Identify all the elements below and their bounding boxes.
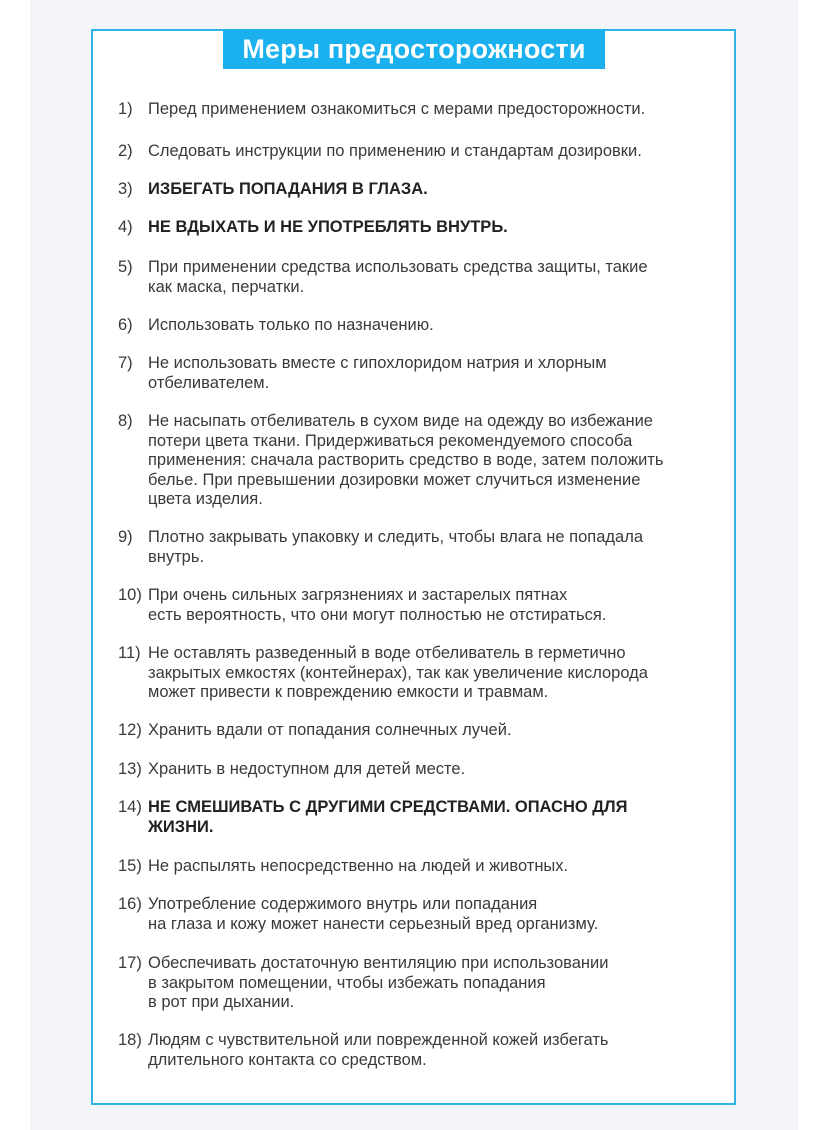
list-item <box>118 857 718 877</box>
item-text-line: белье. При превышении дозировки может случиться изменение <box>148 470 641 489</box>
list-item <box>118 316 718 336</box>
item-text-line: ЖИЗНИ. <box>148 817 214 836</box>
list-item <box>118 100 718 120</box>
item-text-line: При очень сильных загрязнениях и застарелых пятнах <box>148 586 568 604</box>
item-number: 6) <box>118 316 133 334</box>
item-number: 1) <box>118 100 133 118</box>
list-item <box>118 258 718 297</box>
list-item <box>118 895 718 934</box>
item-number: 14) <box>118 798 142 816</box>
item-text-line: может привести к повреждению емкости и травмам. <box>148 683 549 701</box>
item-text <box>148 354 718 393</box>
item-number: 12) <box>118 721 142 739</box>
item-text-line: Не распылять непосредственно на людей и животных. <box>148 857 569 875</box>
item-number: 3) <box>118 180 133 198</box>
item-text-line: есть вероятность, что они могут полностью не отстираться. <box>148 605 607 624</box>
item-text <box>148 142 718 162</box>
item-text-line: закрытых емкостях (контейнерах), так как увеличение кислорода <box>148 663 648 682</box>
list-item <box>118 354 718 393</box>
item-text <box>148 857 718 877</box>
item-text <box>148 218 718 238</box>
item-text-line: в рот при дыхании. <box>148 993 295 1011</box>
item-text-line: ИЗБЕГАТЬ ПОПАДАНИЯ В ГЛАЗА. <box>148 180 428 198</box>
item-number: 10) <box>118 586 142 604</box>
item-number: 17) <box>118 954 142 972</box>
item-number: 7) <box>118 354 133 372</box>
list-item <box>118 218 718 238</box>
item-text-line: применения: сначала растворить средство в воде, затем положить <box>148 451 664 469</box>
item-number: 9) <box>118 528 133 546</box>
item-number: 2) <box>118 142 133 160</box>
list-item <box>118 528 718 567</box>
item-number: 15) <box>118 857 142 875</box>
item-text-line: Перед применением ознакомиться с мерами предосторожности. <box>148 100 646 118</box>
item-text-line: Не использовать вместе с гипохлоридом натрия и хлорным <box>148 354 607 372</box>
list-item <box>118 760 718 780</box>
item-number: 8) <box>118 412 133 430</box>
list-item <box>118 1031 718 1070</box>
item-text-line: длительного контакта со средством. <box>148 1050 427 1069</box>
item-text <box>148 895 718 934</box>
item-text-line: НЕ СМЕШИВАТЬ С ДРУГИМИ СРЕДСТВАМИ. ОПАСНО ДЛЯ <box>148 798 628 816</box>
item-text-line: на глаза и кожу может нанести серьезный вред организму. <box>148 914 599 933</box>
item-text-line: потери цвета ткани. Придерживаться рекомендуемого способа <box>148 431 633 450</box>
item-text-line: Следовать инструкции по применению и стандартам дозировки. <box>148 142 642 160</box>
item-text <box>148 760 718 780</box>
item-text-line: отбеливателем. <box>148 373 270 392</box>
item-text-line: Не насыпать отбеливатель в сухом виде на одежду во избежание <box>148 412 653 430</box>
item-text <box>148 180 718 200</box>
list-item <box>118 721 718 741</box>
item-text-line: Обеспечивать достаточную вентиляцию при использовании <box>148 954 609 972</box>
item-number: 4) <box>118 218 133 236</box>
list-item <box>118 798 718 837</box>
item-text-line: Хранить в недоступном для детей месте. <box>148 760 466 778</box>
item-text-line: Плотно закрывать упаковку и следить, чтобы влага не попадала <box>148 528 643 546</box>
item-text <box>148 100 718 120</box>
item-text <box>148 644 718 703</box>
item-number: 13) <box>118 760 142 778</box>
item-text-line: НЕ ВДЫХАТЬ И НЕ УПОТРЕБЛЯТЬ ВНУТРЬ. <box>148 218 508 236</box>
list-item <box>118 142 718 162</box>
item-text <box>148 258 718 297</box>
item-text <box>148 954 718 1013</box>
item-text <box>148 316 718 336</box>
item-text <box>148 721 718 741</box>
page-title: Меры предосторожности <box>223 29 605 69</box>
item-number: 16) <box>118 895 142 913</box>
item-text-line: как маска, перчатки. <box>148 277 305 296</box>
item-text-line: Употребление содержимого внутрь или попадания <box>148 895 538 913</box>
item-text-line: Не оставлять разведенный в воде отбеливатель в герметично <box>148 644 626 662</box>
list-item <box>118 586 718 625</box>
item-text <box>148 528 718 567</box>
item-text <box>148 1031 718 1070</box>
item-text-line: Людям с чувствительной или поврежденной кожей избегать <box>148 1031 609 1049</box>
list-item <box>118 954 718 1013</box>
item-number: 11) <box>118 644 141 662</box>
item-text <box>148 412 718 510</box>
item-text-line: в закрытом помещении, чтобы избежать попадания <box>148 973 546 992</box>
item-text-line: Хранить вдали от попадания солнечных лучей. <box>148 721 512 739</box>
item-text-line: внутрь. <box>148 547 205 566</box>
item-text-line: При применении средства использовать средства защиты, такие <box>148 258 648 276</box>
item-text <box>148 798 718 837</box>
item-text <box>148 586 718 625</box>
item-text-line: Использовать только по назначению. <box>148 316 434 334</box>
item-number: 5) <box>118 258 133 276</box>
item-text-line: цвета изделия. <box>148 490 263 508</box>
item-number: 18) <box>118 1031 142 1049</box>
list-item <box>118 180 718 200</box>
list-item <box>118 412 718 510</box>
list-item <box>118 644 718 703</box>
